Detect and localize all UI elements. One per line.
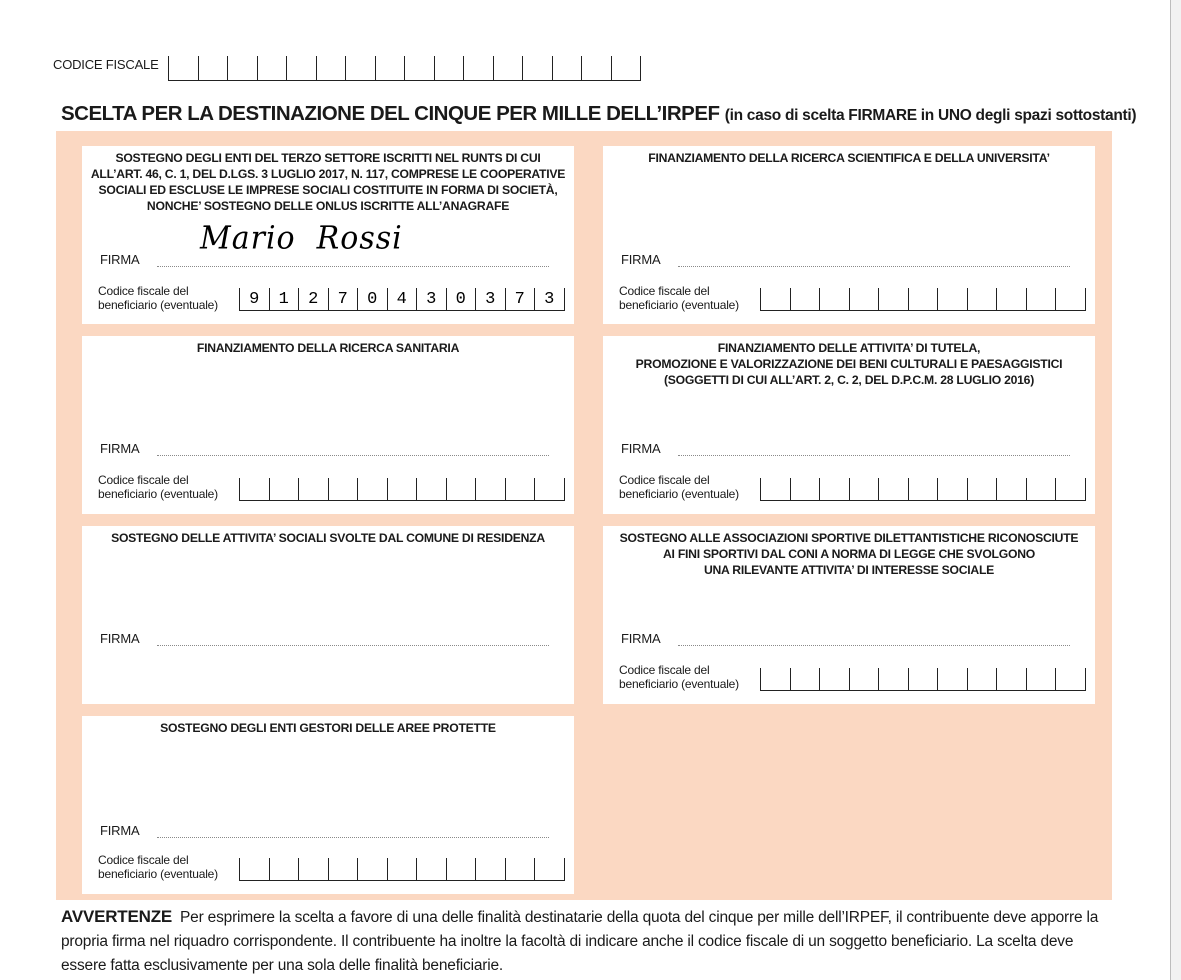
beneficiario-digit-cell[interactable]	[476, 478, 506, 500]
beneficiario-digit-cell[interactable]	[791, 288, 821, 310]
beneficiario-digit-cell[interactable]: 0	[358, 288, 388, 310]
beneficiario-digit-cell[interactable]	[239, 858, 270, 880]
beneficiario-digit-cell[interactable]	[909, 668, 939, 690]
card-title-line: SOSTEGNO ALLE ASSOCIAZIONI SPORTIVE DILETTANTISTICHE RICONOSCIUTE	[619, 531, 1079, 545]
avvertenze-note	[61, 905, 1116, 978]
codice-fiscale-digit-cell[interactable]	[346, 56, 376, 80]
beneficiario-digit-cell[interactable]: 9	[239, 288, 270, 310]
beneficiario-digit-cell[interactable]	[417, 478, 447, 500]
beneficiario-digit-cell[interactable]: 0	[447, 288, 477, 310]
beneficiario-digit-cell[interactable]	[909, 288, 939, 310]
codice-fiscale-label: CODICE FISCALE	[53, 57, 159, 72]
firma-signature-line[interactable]	[678, 645, 1070, 646]
card-beni-culturali	[603, 336, 1095, 514]
beneficiario-digit-cell[interactable]	[388, 478, 418, 500]
beneficiario-digit-cell[interactable]: 3	[417, 288, 447, 310]
avvertenze-text: Per esprimere la scelta a favore di una delle finalità destinatarie della quota del cinque per mille dell’IRPEF, il contribuente deve apporre la propria firma nel riquadro corrispondente. Il contribuente ha inoltre la facoltà di indicare anche il codice fiscale di un soggetto beneficiario. La scelta deve essere fatta esclusivamente per una sola delle finalità beneficiarie.	[61, 909, 1099, 974]
beneficiario-label	[98, 284, 218, 312]
beneficiario-label-line2: beneficiario (eventuale)	[619, 677, 739, 691]
card-comune-residenza	[82, 526, 574, 704]
beneficiario-digit-cell[interactable]	[879, 288, 909, 310]
card-title-line: NONCHE’ SOSTEGNO DELLE ONLUS ISCRITTE ALL’ANAGRAFE	[146, 199, 510, 213]
beneficiario-digit-cell[interactable]	[447, 478, 477, 500]
page-edge-shadow	[1171, 0, 1181, 980]
card-associazioni-sportive	[603, 526, 1095, 704]
beneficiario-digit-cell[interactable]	[476, 858, 506, 880]
beneficiario-digit-cell[interactable]	[1056, 668, 1086, 690]
beneficiario-codice-fiscale-input[interactable]	[760, 472, 1086, 501]
beneficiario-digit-cell[interactable]	[938, 478, 968, 500]
beneficiario-label	[619, 663, 739, 691]
beneficiario-label-line2: beneficiario (eventuale)	[98, 867, 218, 881]
beneficiario-label-line1: Codice fiscale del	[98, 284, 189, 298]
section-title	[61, 102, 1136, 126]
firma-signature-line[interactable]	[157, 645, 549, 646]
codice-fiscale-digit-cell[interactable]	[435, 56, 465, 80]
beneficiario-label-line1: Codice fiscale del	[98, 853, 189, 867]
signature-handwritten: Mario Rossi	[200, 220, 403, 257]
section-title-instruction: (in caso di scelta FIRMARE in UNO degli spazi sottostanti)	[724, 107, 1137, 124]
beneficiario-digit-cell[interactable]	[417, 858, 447, 880]
card-ricerca-sanitaria	[82, 336, 574, 514]
card-title	[603, 150, 1095, 166]
beneficiario-digit-cell[interactable]: 7	[329, 288, 359, 310]
beneficiario-label-line1: Codice fiscale del	[619, 663, 710, 677]
card-title-line: PROMOZIONE E VALORIZZAZIONE DEI BENI CULTURALI E PAESAGGISTICI	[635, 357, 1063, 371]
beneficiario-codice-fiscale-input[interactable]	[239, 852, 565, 881]
card-aree-protette	[82, 716, 574, 894]
beneficiario-digit-cell[interactable]: 1	[270, 288, 300, 310]
beneficiario-digit-cell[interactable]	[997, 288, 1027, 310]
card-title-line: SOSTEGNO DELLE ATTIVITA’ SOCIALI SVOLTE DAL COMUNE DI RESIDENZA	[111, 531, 545, 545]
beneficiario-digit-cell[interactable]	[447, 858, 477, 880]
beneficiario-digit-cell[interactable]: 4	[388, 288, 418, 310]
firma-signature-line[interactable]	[157, 266, 549, 267]
beneficiario-digit-cell[interactable]	[791, 478, 821, 500]
beneficiario-digit-cell[interactable]	[820, 288, 850, 310]
beneficiario-label-line2: beneficiario (eventuale)	[98, 487, 218, 501]
beneficiario-digit-cell[interactable]: 2	[299, 288, 329, 310]
card-title	[603, 340, 1095, 388]
beneficiario-digit-cell[interactable]	[1056, 288, 1086, 310]
codice-fiscale-digit-cell[interactable]	[287, 56, 317, 80]
beneficiario-digit-cell[interactable]	[329, 858, 359, 880]
card-title	[603, 530, 1095, 578]
beneficiario-label	[98, 473, 218, 501]
firma-signature-line[interactable]	[157, 837, 549, 838]
codice-fiscale-digit-cell[interactable]	[553, 56, 583, 80]
firma-label: FIRMA	[100, 441, 140, 456]
beneficiario-label	[619, 473, 739, 501]
beneficiario-digit-cell[interactable]	[535, 858, 565, 880]
beneficiario-digit-cell[interactable]	[760, 478, 791, 500]
firma-label: FIRMA	[100, 252, 140, 267]
beneficiario-digit-cell[interactable]	[879, 478, 909, 500]
beneficiario-digit-cell[interactable]	[1056, 478, 1086, 500]
codice-fiscale-digit-cell[interactable]	[464, 56, 494, 80]
beneficiario-digit-cell[interactable]	[820, 668, 850, 690]
beneficiario-digit-cell[interactable]	[909, 478, 939, 500]
beneficiario-digit-cell[interactable]	[938, 288, 968, 310]
card-title	[82, 150, 574, 214]
card-title	[82, 530, 574, 546]
beneficiario-digit-cell[interactable]	[879, 668, 909, 690]
codice-fiscale-digit-cell[interactable]	[168, 56, 199, 80]
firma-signature-line[interactable]	[157, 455, 549, 456]
beneficiario-codice-fiscale-input[interactable]	[760, 662, 1086, 691]
beneficiario-digit-cell[interactable]	[299, 478, 329, 500]
beneficiario-digit-cell[interactable]	[997, 478, 1027, 500]
card-title-line: FINANZIAMENTO DELLA RICERCA SCIENTIFICA E DELLA UNIVERSITA’	[648, 151, 1050, 165]
card-title-line: SOSTEGNO DEGLI ENTI GESTORI DELLE AREE PROTETTE	[160, 721, 496, 735]
beneficiario-digit-cell[interactable]	[506, 478, 536, 500]
beneficiario-digit-cell[interactable]	[239, 478, 270, 500]
beneficiario-codice-fiscale-input[interactable]	[760, 282, 1086, 311]
firma-signature-line[interactable]	[678, 266, 1070, 267]
beneficiario-digit-cell[interactable]	[388, 858, 418, 880]
codice-fiscale-digit-cell[interactable]	[228, 56, 258, 80]
beneficiario-digit-cell[interactable]	[760, 668, 791, 690]
beneficiario-digit-cell[interactable]	[270, 858, 300, 880]
beneficiario-label-line2: beneficiario (eventuale)	[98, 298, 218, 312]
codice-fiscale-digit-cell[interactable]	[582, 56, 612, 80]
beneficiario-digit-cell[interactable]	[535, 478, 565, 500]
firma-label: FIRMA	[621, 252, 661, 267]
beneficiario-digit-cell[interactable]	[329, 478, 359, 500]
beneficiario-digit-cell[interactable]	[358, 478, 388, 500]
beneficiario-digit-cell[interactable]	[997, 668, 1027, 690]
card-title-line: SOSTEGNO DEGLI ENTI DEL TERZO SETTORE ISCRITTI NEL RUNTS DI CUI	[115, 151, 541, 165]
beneficiario-digit-cell[interactable]: 7	[506, 288, 536, 310]
codice-fiscale-digit-cell[interactable]	[376, 56, 406, 80]
beneficiario-digit-cell[interactable]	[1027, 668, 1057, 690]
beneficiario-label	[619, 284, 739, 312]
beneficiario-digit-cell[interactable]	[968, 288, 998, 310]
beneficiario-digit-cell[interactable]	[850, 288, 880, 310]
codice-fiscale-input[interactable]	[168, 52, 641, 81]
beneficiario-digit-cell[interactable]	[850, 478, 880, 500]
card-title-line: (SOGGETTI DI CUI ALL’ART. 2, C. 2, DEL D.P.C.M. 28 LUGLIO 2016)	[663, 373, 1035, 387]
card-title-line: ALL’ART. 46, C. 1, DEL D.LGS. 3 LUGLIO 2017, N. 117, COMPRESE LE COOPERATIVE	[90, 167, 566, 181]
firma-label: FIRMA	[100, 823, 140, 838]
codice-fiscale-digit-cell[interactable]	[317, 56, 347, 80]
card-title	[82, 340, 574, 356]
card-title-line: SOCIALI ED ESCLUSE LE IMPRESE SOCIALI COSTITUITE IN FORMA DI SOCIETÀ,	[98, 183, 558, 197]
codice-fiscale-digit-cell[interactable]	[199, 56, 229, 80]
beneficiario-codice-fiscale-input[interactable]	[239, 472, 565, 501]
beneficiario-digit-cell[interactable]	[968, 668, 998, 690]
beneficiario-digit-cell[interactable]	[968, 478, 998, 500]
beneficiario-digit-cell[interactable]	[1027, 288, 1057, 310]
card-title-line: FINANZIAMENTO DELLA RICERCA SANITARIA	[196, 341, 460, 355]
beneficiario-label	[98, 853, 218, 881]
beneficiario-digit-cell[interactable]	[1027, 478, 1057, 500]
beneficiario-digit-cell[interactable]	[938, 668, 968, 690]
beneficiario-digit-cell[interactable]	[299, 858, 329, 880]
beneficiario-digit-cell[interactable]	[850, 668, 880, 690]
codice-fiscale-digit-cell[interactable]	[494, 56, 524, 80]
beneficiario-digit-cell[interactable]	[760, 288, 791, 310]
firma-label: FIRMA	[621, 631, 661, 646]
beneficiario-digit-cell[interactable]	[791, 668, 821, 690]
beneficiario-codice-fiscale-input[interactable]	[239, 282, 565, 311]
beneficiario-digit-cell[interactable]: 3	[535, 288, 565, 310]
beneficiario-digit-cell[interactable]	[270, 478, 300, 500]
section-title-main: SCELTA PER LA DESTINAZIONE DEL CINQUE PER MILLE DELL’IRPEF	[61, 102, 720, 125]
beneficiario-digit-cell[interactable]	[358, 858, 388, 880]
codice-fiscale-digit-cell[interactable]	[258, 56, 288, 80]
beneficiario-label-line1: Codice fiscale del	[98, 473, 189, 487]
card-ricerca-scientifica	[603, 146, 1095, 324]
beneficiario-digit-cell[interactable]: 3	[476, 288, 506, 310]
codice-fiscale-digit-cell[interactable]	[405, 56, 435, 80]
codice-fiscale-digit-cell[interactable]	[612, 56, 642, 80]
beneficiario-label-line2: beneficiario (eventuale)	[619, 298, 739, 312]
beneficiario-digit-cell[interactable]	[506, 858, 536, 880]
beneficiario-label-line2: beneficiario (eventuale)	[619, 487, 739, 501]
firma-label: FIRMA	[621, 441, 661, 456]
firma-label: FIRMA	[100, 631, 140, 646]
beneficiario-label-line1: Codice fiscale del	[619, 473, 710, 487]
card-title-line: FINANZIAMENTO DELLE ATTIVITA’ DI TUTELA,	[717, 341, 981, 355]
avvertenze-heading: AVVERTENZE	[61, 907, 173, 926]
card-terzo-settore	[82, 146, 574, 324]
beneficiario-digit-cell[interactable]	[820, 478, 850, 500]
card-title-line: AI FINI SPORTIVI DAL CONI A NORMA DI LEGGE CHE SVOLGONO	[663, 547, 1035, 561]
beneficiario-label-line1: Codice fiscale del	[619, 284, 710, 298]
firma-signature-line[interactable]	[678, 455, 1070, 456]
card-title-line: UNA RILEVANTE ATTIVITA’ DI INTERESSE SOCIALE	[703, 563, 995, 577]
card-title	[82, 720, 574, 736]
codice-fiscale-digit-cell[interactable]	[523, 56, 553, 80]
